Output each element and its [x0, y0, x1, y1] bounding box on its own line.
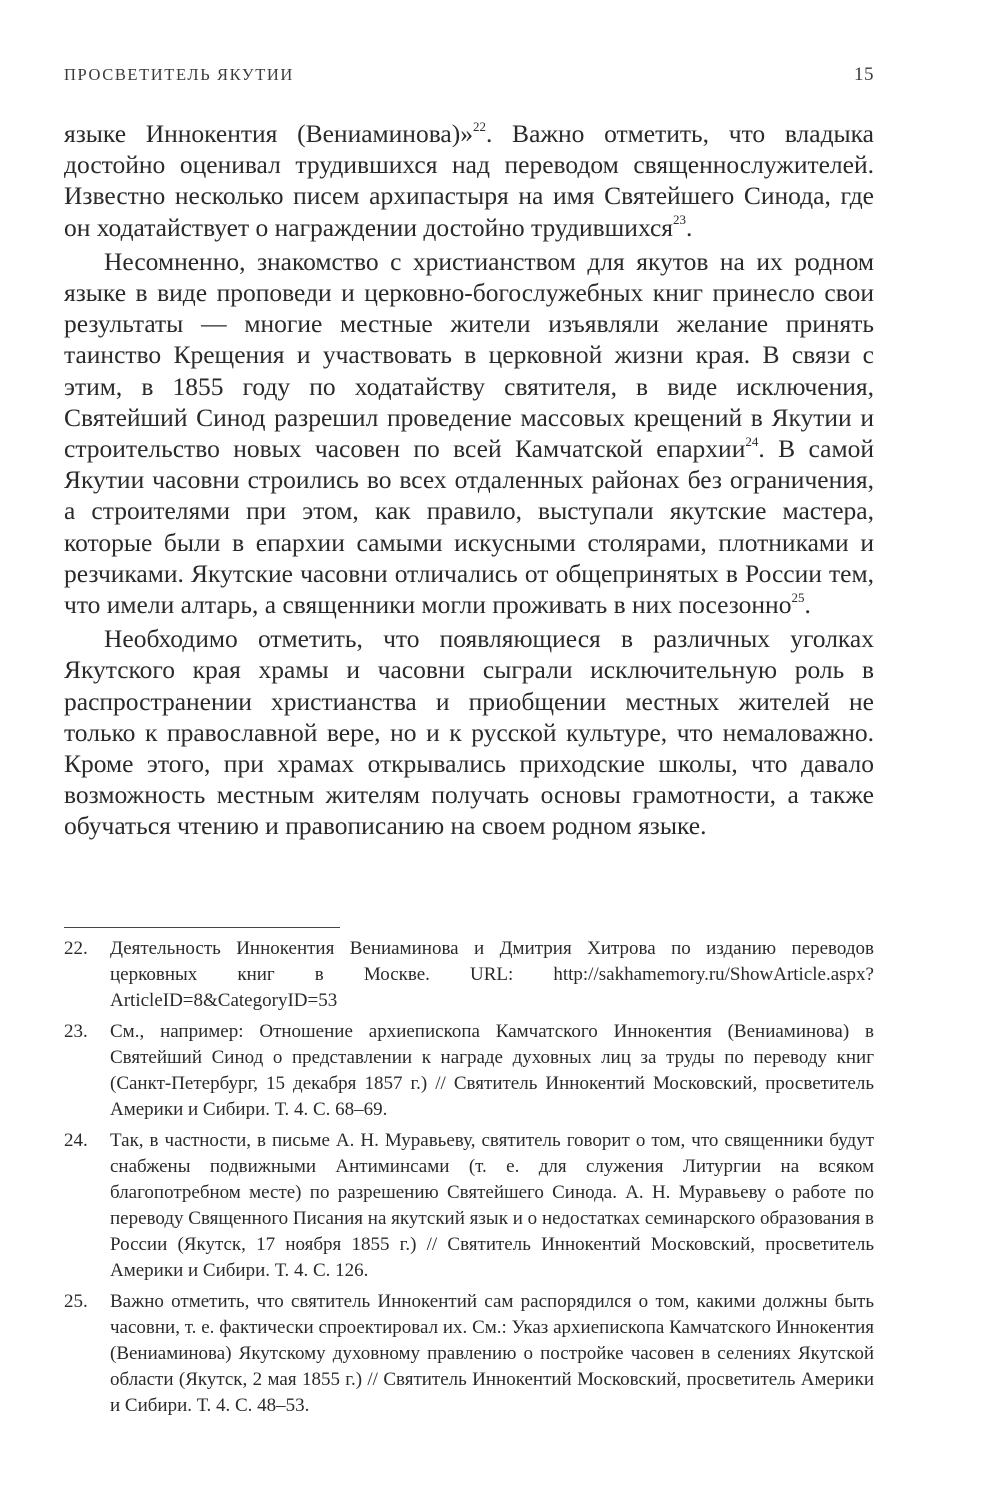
footnote-number: 24.	[64, 1130, 88, 1151]
footnote-text: Деятельность Иннокентия Вениаминова и Дмитрия Хитрова по изданию переводов церковных книг в Москве. URL: http://sakhamemory.ru/ShowArticle.aspx? ArticleID=8&CategoryID=53	[110, 938, 874, 1011]
paragraph-1	[64, 118, 874, 243]
footnote-ref-23: 23	[673, 212, 687, 228]
footnote-text: См., например: Отношение архиепископа Камчатского Иннокентия (Вениаминова) в Святейший Синод о представлении к награде духовных лиц за труды по переводу книг (Санкт-Петербург, 15 декабря 1857 г.) // Святитель Иннокентий Московский, просветитель Америки и Сибири. Т. 4. С. 68–69.	[110, 1021, 874, 1120]
paragraph-2-text-2: . В самой Якутии часовни строились во всех отдаленных районах без ограничения, а строителями при этом, как правило, выступали якутские мастера, которые были в епархии самыми искусными столярами, плотниками и резчиками. Якутские часовни отличались от общепринятых в России тем, что имели алтарь, а священники могли проживать в них посезонно	[64, 434, 874, 620]
footnote-number: 23.	[64, 1021, 88, 1042]
footnote-text: Так, в частности, в письме А. Н. Муравьеву, святитель говорит о том, что священники будут снабжены подвижными Антиминсами (т. е. для служения Литургии на всяком благопотребном месте) по разрешению Святейшего Синода. А. Н. Муравьеву о работе по переводу Священного Писания на якутский язык и о недостатках семинарского образования в России (Якутск, 17 ноября 1855 г.) // Святитель Иннокентий Московский, просветитель Америки и Сибири. Т. 4. С. 126.	[110, 1130, 874, 1281]
running-title: ПРОСВЕТИТЕЛЬ ЯКУТИИ	[64, 65, 294, 84]
footnote-25	[64, 1289, 874, 1419]
paragraph-3	[64, 623, 874, 841]
running-head	[64, 64, 874, 88]
footnote-23	[64, 1019, 874, 1123]
footnote-text: Важно отметить, что святитель Иннокентий сам распорядился о том, какими должны быть часовни, т. е. фактически спроектировал их. См.: Указ архиепископа Камчатского Иннокентия (Вениаминова) Якутскому духовному правлению о постройке часовен в селениях Якутской области (Якутск, 2 мая 1855 г.) // Святитель Иннокентий Московский, просветитель Америки и Сибири. Т. 4. С. 48–53.	[110, 1291, 874, 1416]
paragraph-1-text-2: . Важно отметить, что владыка достойно оценивал трудившихся над переводом священнослужителей. Известно несколько писем архипастыря на имя Святейшего Синода, где он ходатайствует о награждении достойно трудившихся	[64, 119, 875, 242]
footnote-ref-24: 24	[745, 433, 759, 449]
paragraph-3-text-1: Необходимо отметить, что появляющиеся в различных уголках Якутского края храмы и часовни сыграли исключительную роль в распространении христианства и приобщении местных жителей не только к православной вере, но и к русской культуре, что немаловажно. Кроме этого, при храмах открывались приходские школы, что давало возможность местным жителям получать основы грамотности, а также обучаться чтению и правописанию на своем родном языке.	[64, 624, 874, 841]
footnote-24	[64, 1128, 874, 1284]
footnote-number: 22.	[64, 938, 88, 959]
footnote-divider	[64, 927, 340, 928]
footnote-ref-25: 25	[791, 589, 805, 605]
footnote-22	[64, 936, 874, 1014]
paragraph-2-text-1: Несомненно, знакомство с христианством для якутов на их родном языке в виде проповеди и церковно-богослужебных книг принесло свои результаты — многие местные жители изъявляли желание принять таинство Крещения и участвовать в церковной жизни края. В связи с этим, в 1855 году по ходатайству святителя, в виде исключения, Святейший Синод разрешил проведение массовых крещений в Якутии и строительство новых часовен по всей Камчатской епархии	[64, 246, 874, 464]
footnote-ref-22: 22	[472, 118, 486, 134]
footnote-number: 25.	[64, 1291, 88, 1312]
footnotes	[64, 936, 874, 1424]
paragraph-2-text-3: .	[804, 590, 811, 620]
paragraph-1-text-3: .	[686, 212, 693, 242]
paragraph-2	[64, 246, 874, 620]
body-text	[64, 118, 874, 842]
paragraph-1-text-1: языке Иннокентия (Вениаминова)»	[64, 119, 473, 148]
page-number: 15	[854, 64, 874, 85]
